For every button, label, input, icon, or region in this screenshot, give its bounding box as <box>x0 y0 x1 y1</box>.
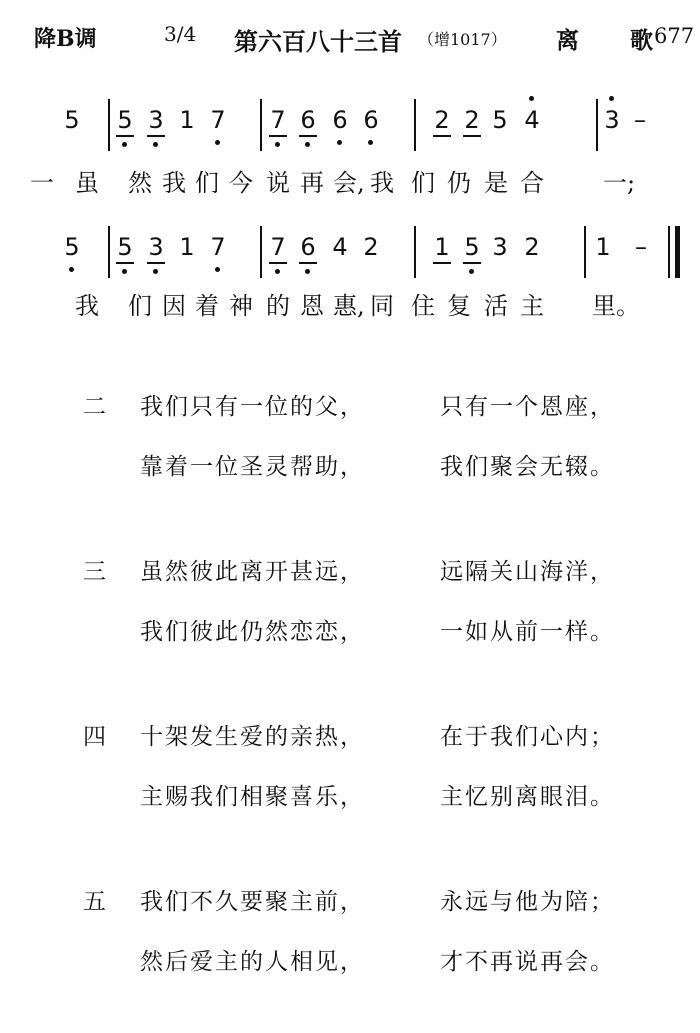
note: 5 <box>113 232 137 262</box>
note: 7 <box>266 232 290 262</box>
key-signature: 降B调 <box>34 26 97 52</box>
verse-5 <box>0 883 700 1033</box>
verse-3 <box>0 553 700 703</box>
notation-line-2 <box>0 232 700 292</box>
note: 6 <box>296 232 320 262</box>
note: 7 <box>266 105 290 135</box>
notation-line-1 <box>0 105 700 165</box>
lyric-syllable: 合 <box>520 169 544 197</box>
verse-line: 我们彼此仍然恋恋， <box>140 619 365 645</box>
dash-extension: – <box>635 233 647 261</box>
verse-line: 才不再说再会。 <box>440 949 615 975</box>
lyric-syllable: 是 <box>484 169 508 197</box>
note: 5 <box>64 106 80 134</box>
verse-number: 三 <box>83 559 106 585</box>
barline <box>584 226 586 278</box>
lyric-syllable: 我 <box>370 169 394 197</box>
verse-4 <box>0 718 700 868</box>
note: 2 <box>460 105 484 135</box>
verse-line: 我们聚会无辍。 <box>440 454 615 480</box>
lyric-syllable: 今 <box>229 169 253 197</box>
lyric-syllable: 说 <box>266 169 290 197</box>
note: 4 <box>520 105 544 135</box>
lyric-syllable: 同 <box>370 292 394 320</box>
barline <box>260 99 262 151</box>
lyric-line-1 <box>0 163 700 203</box>
lyric-syllable: 住 <box>411 292 435 320</box>
lyric-syllable: 一; <box>603 169 636 197</box>
note: 6 <box>359 105 383 135</box>
note: 5 <box>460 232 484 262</box>
verse-line: 主赐我们相聚喜乐， <box>140 784 365 810</box>
barline <box>414 99 416 151</box>
lyric-syllable: 虽 <box>75 169 99 197</box>
note: 2 <box>430 105 454 135</box>
lyric-syllable: 复 <box>447 292 471 320</box>
verse-line: 然后爱主的人相见， <box>140 949 365 975</box>
note: 1 <box>179 106 195 134</box>
verse-line: 我们不久要聚主前， <box>140 889 365 915</box>
lyric-syllable: 我 <box>162 169 186 197</box>
note: 3 <box>492 233 508 261</box>
verse-line: 十架发生爱的亲热， <box>140 724 365 750</box>
category-char-1: 离 <box>556 27 579 54</box>
note: 1 <box>595 233 611 261</box>
note: 7 <box>206 105 230 135</box>
note: 2 <box>363 233 379 261</box>
verse-line: 永远与他为陪； <box>440 889 615 915</box>
verse-line: 我们只有一位的父， <box>140 394 365 420</box>
verse-line: 一如从前一样。 <box>440 619 615 645</box>
lyric-syllable: 会, <box>333 169 365 197</box>
lyric-syllable: 们 <box>128 292 152 320</box>
verse-line: 主忆别离眼泪。 <box>440 784 615 810</box>
verse-line: 在于我们心内； <box>440 724 615 750</box>
lyric-syllable: 我 <box>75 292 99 320</box>
note: 4 <box>332 233 348 261</box>
hymn-header <box>34 22 695 62</box>
barline <box>596 99 598 151</box>
lyric-syllable: 着 <box>195 292 219 320</box>
note: 1 <box>179 233 195 261</box>
time-signature: 3/4 <box>164 22 197 46</box>
dash-extension: – <box>634 106 646 134</box>
lyric-syllable: 的 <box>266 292 290 320</box>
note: 3 <box>144 232 168 262</box>
verse-number: 五 <box>83 889 106 915</box>
note: 2 <box>524 233 540 261</box>
supplement-number: （增1017） <box>418 30 507 49</box>
lyric-syllable: 再 <box>300 169 324 197</box>
barline <box>108 226 110 278</box>
verse-2 <box>0 388 700 538</box>
lyric-syllable: 仍 <box>447 169 471 197</box>
category-char-2: 歌 <box>630 27 653 54</box>
note: 5 <box>492 106 508 134</box>
final-barline-thin <box>668 226 670 278</box>
note: 6 <box>296 105 320 135</box>
lyric-syllable: 里。 <box>592 292 640 320</box>
barline <box>108 99 110 151</box>
note: 1 <box>430 232 454 262</box>
lyric-syllable: 活 <box>484 292 508 320</box>
verse-number: 四 <box>83 724 106 750</box>
lyric-syllable: 因 <box>162 292 186 320</box>
lyric-syllable: 恩 <box>300 292 324 320</box>
note: 3 <box>144 105 168 135</box>
note: 3 <box>600 105 624 135</box>
note: 6 <box>328 105 352 135</box>
lyric-syllable: 神 <box>229 292 253 320</box>
barline <box>414 226 416 278</box>
lyric-syllable: 主 <box>520 292 544 320</box>
hymn-number-title: 第六百八十三首 <box>234 27 402 56</box>
verse-line: 靠着一位圣灵帮助， <box>140 454 365 480</box>
note: 5 <box>113 105 137 135</box>
final-barline <box>675 226 680 278</box>
verse-number: 二 <box>83 394 106 420</box>
lyric-line-2 <box>0 286 700 326</box>
lyric-syllable: 然 <box>128 169 152 197</box>
verse-line: 虽然彼此离开甚远， <box>140 559 365 585</box>
lyric-syllable: 们 <box>195 169 219 197</box>
lyric-syllable: 惠, <box>333 292 365 320</box>
note: 7 <box>206 232 230 262</box>
page-number: 677 <box>654 24 695 48</box>
lyric-syllable: 一 <box>30 169 54 197</box>
note: 5 <box>60 232 84 262</box>
barline <box>260 226 262 278</box>
lyric-syllable: 们 <box>411 169 435 197</box>
verse-line: 只有一个恩座， <box>440 394 615 420</box>
verse-line: 远隔关山海洋， <box>440 559 615 585</box>
